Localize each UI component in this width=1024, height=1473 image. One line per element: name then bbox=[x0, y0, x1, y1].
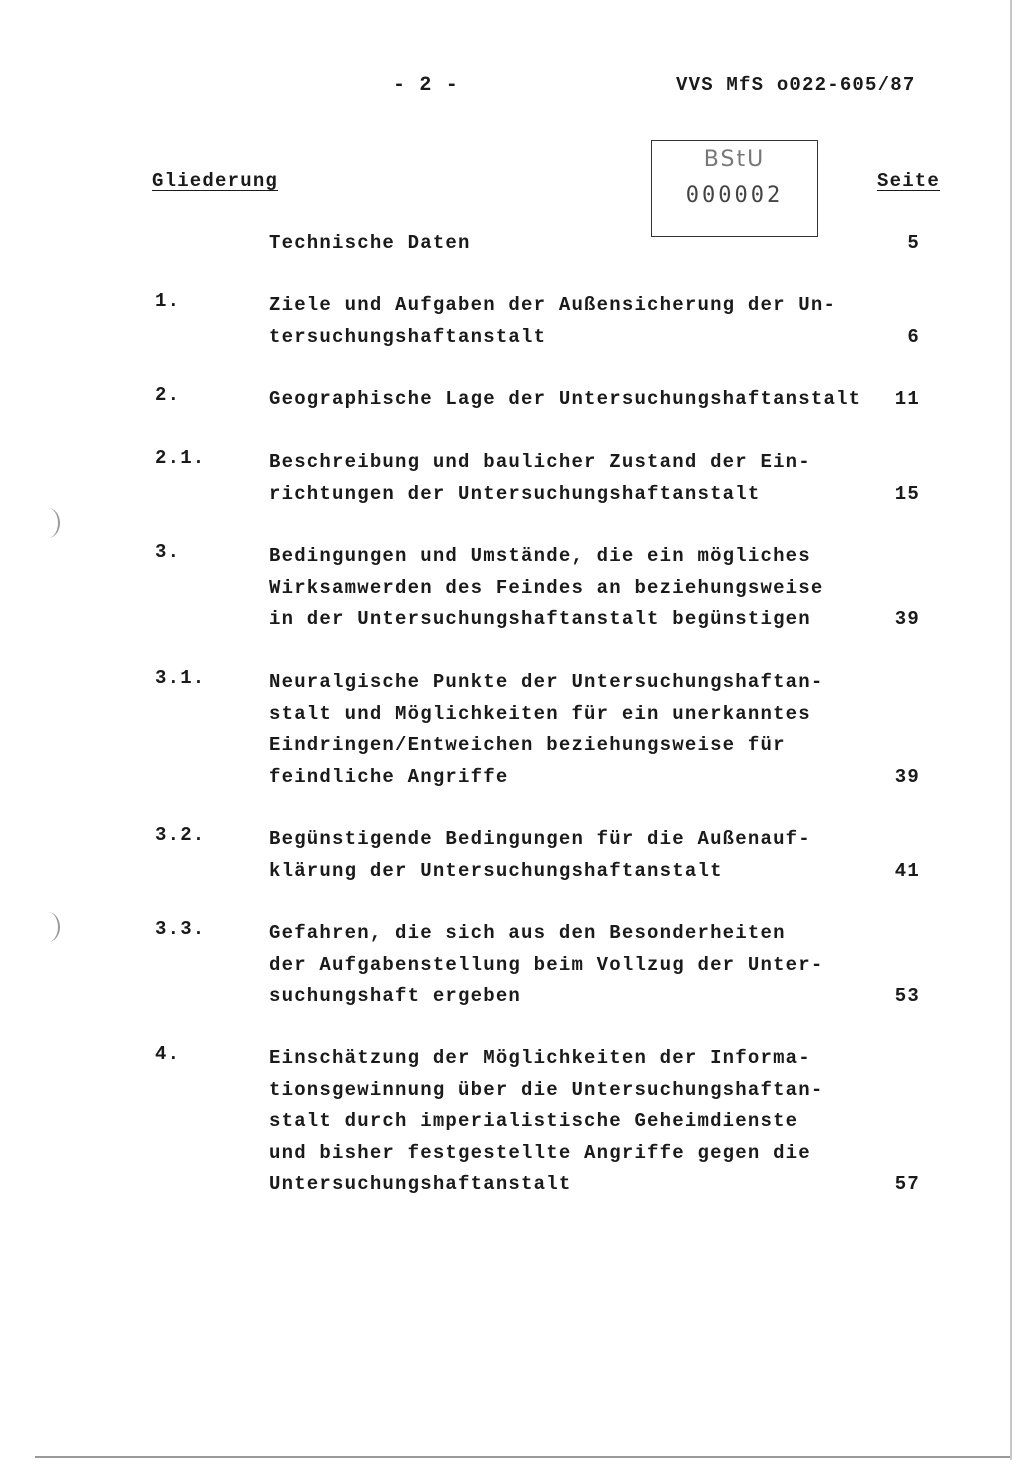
toc-entry-number: 3.1. bbox=[155, 667, 206, 689]
toc-entry-number: 3. bbox=[155, 541, 181, 563]
toc-entry-line: Neuralgische Punkte der Untersuchungshaftan- bbox=[269, 671, 824, 693]
toc-entry-line: suchungshaft ergeben bbox=[269, 985, 522, 1007]
scan-edge-line bbox=[1010, 0, 1012, 1460]
toc-entry-line: der Aufgabenstellung beim Vollzug der Unter- bbox=[269, 953, 824, 976]
toc-entry-page: 41 bbox=[894, 859, 920, 882]
toc-heading: Gliederung bbox=[152, 170, 279, 192]
toc-entry-line: Geographische Lage der Untersuchungshaftanstalt bbox=[269, 388, 862, 410]
toc-entry-line: Einschätzung der Möglichkeiten der Informa- bbox=[269, 1047, 811, 1069]
toc-entry-line: Wirksamwerden des Feindes an beziehungsweise bbox=[269, 576, 824, 599]
toc-entry-line: Beschreibung und baulicher Zustand der Ein- bbox=[269, 451, 811, 473]
stamp-line-2: 000002 bbox=[685, 183, 784, 208]
toc-entry-title bbox=[269, 384, 861, 416]
toc-entry-line: Ziele und Aufgaben der Außensicherung der Un- bbox=[269, 294, 837, 316]
toc-entry-title bbox=[269, 1043, 823, 1201]
toc-entry-page: 5 bbox=[907, 232, 920, 254]
toc-entry-page: 15 bbox=[894, 482, 920, 505]
scan-bottom-line bbox=[35, 1456, 1010, 1458]
document-reference: VVS MfS o022-605/87 bbox=[676, 74, 916, 96]
toc-entry-page: 53 bbox=[894, 985, 920, 1007]
toc-entry-title bbox=[269, 918, 823, 1013]
archive-stamp bbox=[651, 140, 818, 237]
toc-entry-line: in der Untersuchungshaftanstalt begünstigen bbox=[269, 608, 811, 630]
toc-entry-line: stalt durch imperialistische Geheimdienste bbox=[269, 1110, 799, 1132]
toc-entry-line: tersuchungshaftanstalt bbox=[269, 325, 547, 348]
toc-entry-line: Gefahren, die sich aus den Besonderheiten bbox=[269, 922, 786, 944]
toc-entry-line: richtungen der Untersuchungshaftanstalt bbox=[269, 482, 761, 505]
punch-hole-mark bbox=[36, 508, 60, 538]
toc-entry-page: 39 bbox=[894, 608, 920, 630]
toc-entry-line: stalt und Möglichkeiten für ein unerkanntes bbox=[269, 702, 811, 725]
toc-entry-page: 57 bbox=[894, 1173, 920, 1195]
toc-entry-line: Technische Daten bbox=[269, 232, 471, 254]
toc-entry-line: Begünstigende Bedingungen für die Außenauf- bbox=[269, 828, 811, 850]
page-column-heading: Seite bbox=[877, 170, 941, 192]
toc-entry-line: klärung der Untersuchungshaftanstalt bbox=[269, 859, 723, 882]
toc-entry-line: Eindringen/Entweichen beziehungsweise für bbox=[269, 734, 786, 756]
toc-entry-page: 11 bbox=[894, 388, 920, 410]
toc-entry-page: 39 bbox=[894, 765, 920, 788]
punch-hole-mark bbox=[36, 912, 60, 942]
toc-entry-line: feindliche Angriffe bbox=[269, 765, 509, 788]
page-number: - 2 - bbox=[393, 74, 460, 97]
toc-entry-title bbox=[269, 541, 823, 636]
toc-entry-title bbox=[269, 667, 823, 793]
toc-entry-page: 6 bbox=[907, 325, 920, 348]
toc-entry-title bbox=[269, 447, 811, 510]
toc-entry-number: 2. bbox=[155, 384, 181, 406]
toc-entry-number: 1. bbox=[155, 290, 181, 312]
toc-entry-line: und bisher festgestellte Angriffe gegen die bbox=[269, 1141, 811, 1164]
toc-entry-number: 2.1. bbox=[155, 447, 206, 469]
toc-entry-line: Untersuchungshaftanstalt bbox=[269, 1173, 572, 1195]
toc-entry-line: tionsgewinnung über die Untersuchungshaftan- bbox=[269, 1078, 824, 1101]
toc-entry-title bbox=[269, 290, 836, 353]
stamp-line-1: BStU bbox=[703, 147, 766, 172]
toc-entry-line: Bedingungen und Umstände, die ein mögliches bbox=[269, 545, 811, 567]
toc-entry-number: 3.3. bbox=[155, 918, 206, 940]
toc-entry-title bbox=[269, 824, 811, 887]
toc-entry-title bbox=[269, 228, 471, 260]
toc-entry-number: 4. bbox=[155, 1043, 181, 1065]
toc-entry-number: 3.2. bbox=[155, 824, 206, 846]
